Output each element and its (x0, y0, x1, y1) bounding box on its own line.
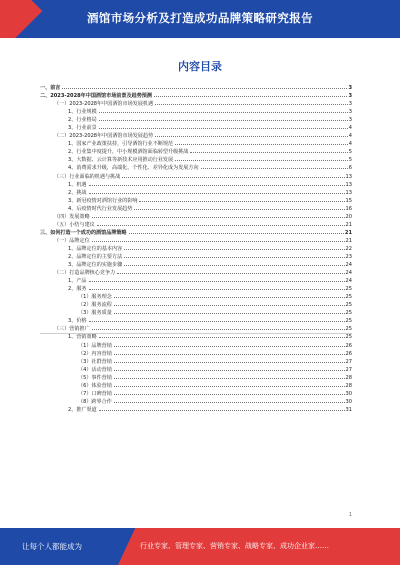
toc-leader-dots (114, 386, 345, 387)
toc-entry[interactable] (40, 108, 352, 116)
toc-leader-dots (114, 346, 345, 347)
toc-entry-label: （1）品牌营销 (78, 342, 112, 349)
page-header (0, 0, 400, 38)
toc-entry-page: 22 (345, 245, 352, 252)
toc-leader-dots (89, 289, 345, 290)
toc-entry-page: 25 (345, 310, 352, 317)
toc-entry-label: 2、挑战 (68, 189, 87, 196)
toc-entry-page: 5 (348, 157, 352, 164)
toc-entry-label: （8）跨界合作 (78, 398, 112, 405)
toc-entry[interactable] (40, 317, 352, 325)
toc-entry[interactable] (40, 301, 352, 309)
toc-entry-page: 30 (345, 398, 352, 405)
toc-entry[interactable] (40, 342, 352, 350)
toc-leader-dots (117, 273, 344, 274)
toc-entry-page: 28 (345, 374, 352, 381)
toc-entry-page: 4 (348, 141, 352, 148)
toc-entry-label: （6）体验营销 (78, 382, 112, 389)
toc-entry-label: （2）内容营销 (78, 350, 112, 357)
toc-entry-page: 30 (345, 390, 352, 397)
toc-entry-page: 24 (345, 278, 352, 285)
toc-entry[interactable] (40, 213, 352, 221)
toc-entry-label: 1、品牌定位的基本内容 (68, 245, 123, 252)
table-of-contents (40, 84, 352, 414)
toc-leader-dots (201, 168, 348, 169)
toc-leader-dots (92, 217, 345, 218)
toc-entry[interactable] (40, 205, 352, 213)
toc-entry-label: 4、后疫情时代行业发展趋势 (68, 205, 133, 212)
toc-entry-page: 25 (345, 286, 352, 293)
toc-leader-dots (114, 394, 345, 395)
toc-entry-page: 4 (348, 133, 352, 140)
toc-leader-dots (155, 136, 348, 137)
toc-entry-page: 25 (345, 302, 352, 309)
toc-entry[interactable] (40, 253, 352, 261)
toc-entry-label: （二）2023-2028年中国酒馆市场发展趋势 (54, 133, 154, 140)
toc-entry[interactable] (40, 366, 352, 374)
toc-entry-page: 21 (345, 237, 352, 244)
toc-entry[interactable] (40, 156, 352, 164)
toc-entry-page: 24 (345, 270, 352, 277)
toc-leader-dots (114, 370, 345, 371)
page-number: 1 (348, 512, 352, 518)
report-title: 酒馆市场分析及打造成功品牌策略研究报告 (86, 11, 314, 25)
toc-leader-dots (175, 160, 348, 161)
toc-entry-page: 25 (345, 318, 352, 325)
toc-entry-label: 二、2023-2028年中国酒馆市场前景及趋势预测 (40, 93, 152, 100)
toc-entry-page: 16 (345, 205, 352, 212)
toc-entry-page: 3 (348, 101, 352, 108)
toc-leader-dots (124, 265, 344, 266)
toc-entry-label: 1、营销策略 (68, 334, 97, 341)
toc-leader-dots (154, 96, 347, 97)
toc-entry-page: 21 (345, 221, 352, 228)
toc-leader-dots (89, 281, 345, 282)
toc-leader-dots (62, 88, 347, 89)
toc-leader-dots (155, 104, 348, 105)
toc-entry-page: 15 (345, 197, 352, 204)
toc-entry[interactable] (40, 358, 352, 366)
toc-entry-label: （一）2023-2028年中国酒馆市场发展机遇 (54, 101, 154, 108)
toc-entry[interactable] (40, 406, 352, 414)
toc-entry-label: 2、服务 (68, 286, 87, 293)
toc-entry[interactable] (40, 221, 352, 229)
toc-entry[interactable] (40, 116, 352, 124)
toc-entry-label: 一、前言 (40, 85, 61, 91)
toc-entry[interactable] (40, 382, 352, 390)
toc-entry-label: 2、品牌定位的主要方法 (68, 253, 123, 260)
toc-entry-page: 27 (345, 358, 352, 365)
toc-entry[interactable] (40, 173, 352, 181)
toc-leader-dots (97, 225, 345, 226)
toc-entry-label: 1、行业规模 (68, 109, 97, 116)
toc-entry-page: 5 (348, 149, 352, 156)
toc-entry-label: （一）品牌定位 (54, 237, 90, 244)
toc-leader-dots (129, 233, 344, 234)
toc-entry[interactable] (40, 189, 352, 197)
toc-entry-page: 13 (345, 181, 352, 188)
toc-leader-dots (114, 313, 345, 314)
toc-entry-page: 26 (345, 342, 352, 349)
toc-entry-label: （4）活动营销 (78, 366, 112, 373)
toc-entry-label: 2、行业集中度提升，中小规模酒馆面临转型升级挑战 (68, 149, 189, 156)
page-footer (0, 528, 400, 565)
toc-leader-dots (99, 112, 348, 113)
toc-entry[interactable] (40, 390, 352, 398)
toc-entry-page: 3 (348, 93, 352, 100)
toc-leader-dots (122, 177, 344, 178)
toc-entry-label: 3、品牌定位的实施步骤 (68, 262, 123, 269)
toc-entry-page: 4 (348, 125, 352, 132)
toc-entry-page: 3 (348, 85, 352, 91)
toc-entry[interactable] (40, 309, 352, 317)
toc-entry-label: （7）口碑营销 (78, 390, 112, 397)
toc-entry-label: （三）营销推广 (54, 326, 90, 333)
toc-leader-dots (92, 329, 345, 330)
toc-entry[interactable] (40, 92, 352, 100)
toc-entry-label: 三、如何打造一个成功的酒馆品牌策略 (40, 229, 127, 236)
toc-entry[interactable] (40, 269, 352, 277)
toc-entry-page: 28 (345, 382, 352, 389)
toc-leader-dots (190, 152, 347, 153)
toc-entry-label: 3、新冠疫情对酒馆行业的影响 (68, 197, 138, 204)
divider (40, 333, 352, 334)
footer-slogan-left: 让每个人都能成为 (22, 542, 82, 551)
toc-entry-page: 23 (345, 253, 352, 260)
toc-entry-page: 25 (345, 334, 352, 341)
toc-entry[interactable] (40, 374, 352, 382)
toc-entry[interactable] (40, 285, 352, 293)
toc-entry[interactable] (40, 229, 352, 237)
toc-leader-dots (175, 144, 348, 145)
toc-entry[interactable] (40, 164, 352, 172)
toc-entry[interactable] (40, 350, 352, 358)
toc-entry[interactable] (40, 398, 352, 406)
toc-entry[interactable] (40, 333, 352, 341)
toc-entry[interactable] (40, 197, 352, 205)
toc-leader-dots (99, 128, 348, 129)
toc-entry-page: 24 (345, 262, 352, 269)
toc-entry[interactable] (40, 140, 352, 148)
toc-entry[interactable] (40, 84, 352, 92)
toc-entry-label: 3、价格 (68, 318, 87, 325)
toc-entry-label: 3、大数据、云计算等新技术应用推动行业发展 (68, 157, 174, 164)
toc-entry-label: （2）服务流程 (78, 302, 112, 309)
toc-leader-dots (99, 337, 345, 338)
toc-entry-label: 2、行业格局 (68, 117, 97, 124)
toc-leader-dots (92, 241, 345, 242)
toc-entry-label: （1）服务理念 (78, 294, 112, 301)
toc-entry-label: 3、行业前景 (68, 125, 97, 132)
footer-slogan-right: 行业专家、管理专家、营销专家、战略专家、成功企业家…… (140, 542, 329, 550)
toc-entry-label: 1、国家产业政策扶持，引导酒馆行业不断规范 (68, 141, 174, 148)
toc-entry[interactable] (40, 148, 352, 156)
toc-entry-page: 20 (345, 213, 352, 220)
toc-entry[interactable] (40, 124, 352, 132)
toc-entry-label: （五）小结与建议 (54, 221, 95, 228)
toc-leader-dots (114, 305, 345, 306)
toc-leader-dots (99, 120, 348, 121)
toc-entry[interactable] (40, 277, 352, 285)
toc-entry-page: 3 (348, 109, 352, 116)
toc-leader-dots (89, 321, 345, 322)
toc-leader-dots (114, 362, 345, 363)
toc-leader-dots (139, 201, 344, 202)
toc-leader-dots (134, 209, 344, 210)
toc-entry-page: 26 (345, 350, 352, 357)
toc-entry[interactable] (40, 293, 352, 301)
toc-entry-page: 6 (348, 165, 352, 172)
toc-entry-page: 13 (345, 189, 352, 196)
toc-leader-dots (89, 185, 345, 186)
toc-leader-dots (114, 378, 345, 379)
toc-leader-dots (124, 249, 344, 250)
toc-entry-label: （二）打造品牌核心竞争力 (54, 270, 116, 277)
toc-entry-page: 27 (345, 366, 352, 373)
toc-leader-dots (99, 410, 345, 411)
toc-entry[interactable] (40, 181, 352, 189)
toc-leader-dots (124, 257, 344, 258)
toc-entry-page: 25 (345, 326, 352, 333)
toc-leader-dots (114, 402, 345, 403)
toc-entry-label: 1、机遇 (68, 181, 87, 188)
toc-leader-dots (89, 193, 345, 194)
toc-entry-label: （5）事件营销 (78, 374, 112, 381)
toc-entry[interactable] (40, 132, 352, 140)
toc-entry-label: （三）行业面临的机遇与挑战 (54, 173, 121, 180)
toc-leader-dots (114, 297, 345, 298)
toc-entry-page: 25 (345, 294, 352, 301)
toc-entry-label: （3）社群营销 (78, 358, 112, 365)
toc-entry-page: 13 (345, 173, 352, 180)
toc-entry-label: 2、推广渠道 (68, 406, 97, 413)
toc-leader-dots (114, 354, 345, 355)
toc-entry-page: 3 (348, 117, 352, 124)
toc-entry-label: （四）发展策略 (54, 213, 90, 220)
toc-entry-page: 31 (345, 406, 352, 413)
toc-entry-page: 21 (344, 229, 352, 236)
toc-entry[interactable] (40, 100, 352, 108)
toc-entry[interactable] (40, 245, 352, 253)
toc-entry-label: 1、产品 (68, 278, 87, 285)
toc-entry-label: （3）服务质量 (78, 310, 112, 317)
toc-entry[interactable] (40, 237, 352, 245)
toc-heading: 内容目录 (178, 60, 222, 73)
toc-entry-label: 4、消费需求升级，高端化、个性化、差异化成为发展方向 (68, 165, 199, 172)
toc-entry[interactable] (40, 261, 352, 269)
